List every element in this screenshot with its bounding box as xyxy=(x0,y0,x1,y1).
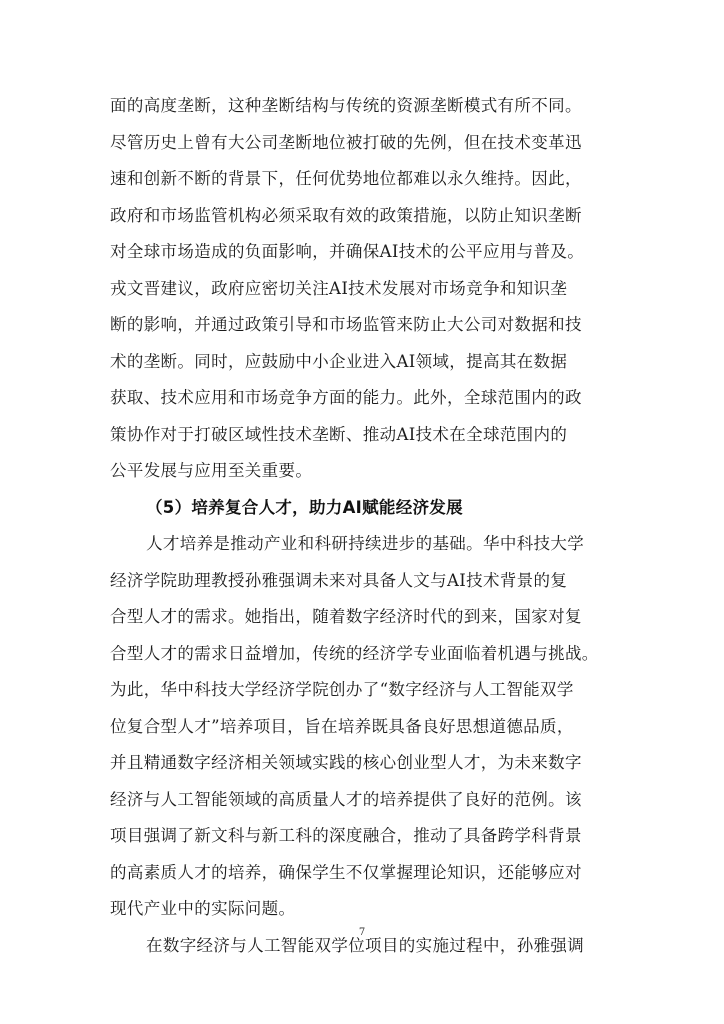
text-line: 术的垄断。同时，应鼓励中小企业进入AI领域，提高其在数据 xyxy=(110,351,568,371)
text-line: 现代产业中的实际问题。 xyxy=(110,899,296,918)
text-line: 对全球市场造成的负面影响，并确保AI技术的公平应用与普及。 xyxy=(110,242,585,261)
text-line: 合型人才的需求日益增加，传统的经济学专业面临着机遇与挑战。 xyxy=(110,643,599,663)
page-number: 7 xyxy=(358,927,366,938)
text-line: 并且精通数字经济相关领域实践的核心创业型人才，为未来数字 xyxy=(110,753,582,772)
document-body xyxy=(110,88,630,964)
text-line: 策协作对于打破区域性技术垄断、推动AI技术在全球范围内的 xyxy=(110,424,568,444)
text-line: 面的高度垄断，这种垄断结构与传统的资源垄断模式有所不同。 xyxy=(110,96,582,115)
text-line: 尽管历史上曾有大公司垄断地位被打破的先例，但在技术变革迅 xyxy=(110,132,582,152)
text-line: 经济学院助理教授孙雅强调未来对具备人文与AI技术背景的复 xyxy=(110,570,568,590)
text-line: 戎文晋建议，政府应密切关注AI技术发展对市场竞争和知识垄 xyxy=(110,278,568,298)
text-line: 在数字经济与人工智能双学位项目的实施过程中，孙雅强调 xyxy=(146,935,585,955)
text-line: 经济与人工智能领域的高质量人才的培养提供了良好的范例。该 xyxy=(110,789,582,809)
text-line: 合型人才的需求。她指出，随着数字经济时代的到来，国家对复 xyxy=(110,607,582,626)
text-line: 速和创新不断的背景下，任何优势地位都难以永久维持。因此， xyxy=(110,169,582,188)
text-line: 项目强调了新文科与新工科的深度融合，推动了具备跨学科背景 xyxy=(110,826,582,845)
text-line: 断的影响，并通过政策引导和市场监管来防止大公司对数据和技 xyxy=(110,315,582,334)
text-line: 公平发展与应用至关重要。 xyxy=(110,461,313,480)
text-line: 政府和市场监管机构必须采取有效的政策措施，以防止知识垄断 xyxy=(110,205,582,225)
text-line: 获取、技术应用和市场竞争方面的能力。此外，全球范围内的政 xyxy=(110,388,582,407)
text-line: 的高素质人才的培养，确保学生不仅掌握理论知识，还能够应对 xyxy=(110,862,582,882)
text-line: 人才培养是推动产业和科研持续进步的基础。华中科技大学 xyxy=(146,534,585,553)
text-line: 为此，华中科技大学经济学院创办了“数字经济与人工智能双学 xyxy=(110,680,574,699)
text-line: 位复合型人才”培养项目，旨在培养既具备良好思想道德品质， xyxy=(110,716,574,736)
section-heading: （5）培养复合人才，助力AI赋能经济发展 xyxy=(146,497,463,517)
